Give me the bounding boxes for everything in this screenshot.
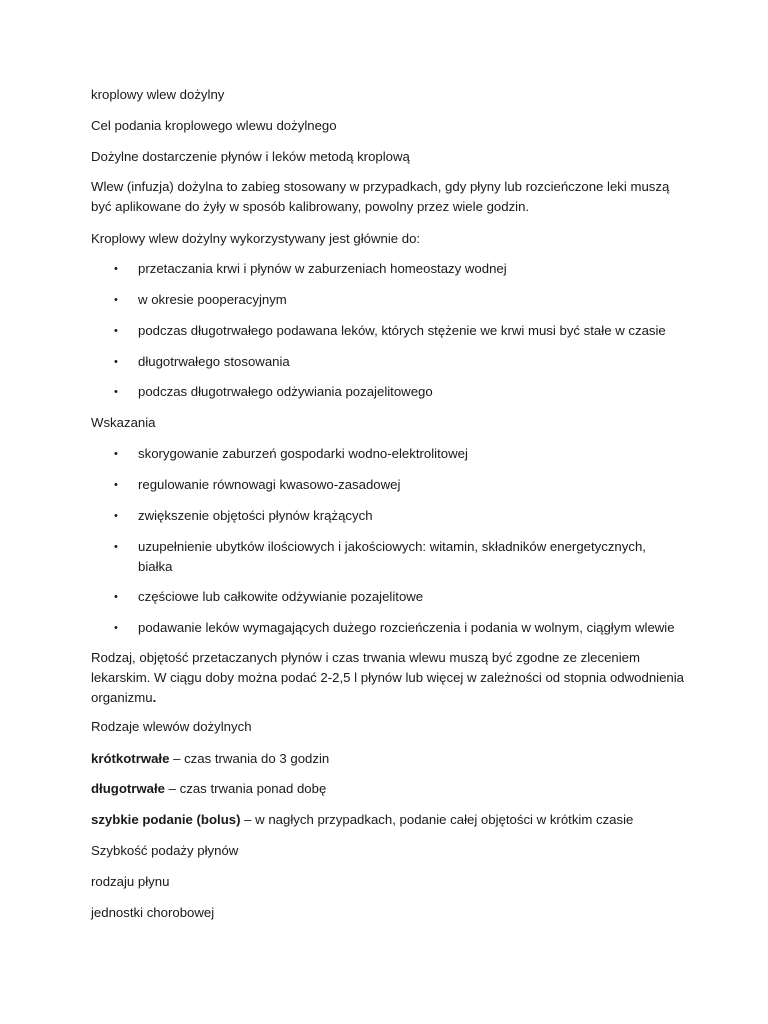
usage-intro: Kroplowy wlew dożylny wykorzystywany jest głównie do: [91,231,421,246]
type-description: – czas trwania do 3 godzin [169,751,330,766]
description-paragraph: Wlew (infuzja) dożylna to zabieg stosowany w przypadkach, gdy płyny lub rozcieńczone leki muszą być aplikowane do żyły w sposób kalibrowany, powolny przez wiele godzin. [91,179,670,214]
purpose-heading: Cel podania kroplowego wlewu dożylnego [91,118,337,133]
list-item-text: przetaczania krwi i płynów w zaburzeniach homeostazy wodnej [138,261,507,276]
list-item-text: uzupełnienie ubytków ilościowych i jakościowych: witamin, składników energetycznych, białka [138,539,646,574]
types-heading: Rodzaje wlewów dożylnych [91,719,252,734]
bullet-icon: • [114,591,118,603]
list-item [91,537,708,574]
list-item [91,475,708,495]
list-item-text: podawanie leków wymagających dużego rozcieńczenia i podania w wolnym, ciągłym wlewie [138,620,675,635]
volume-paragraph [91,648,691,708]
list-item [91,352,708,372]
list-item-text: skorygowanie zaburzeń gospodarki wodno-elektrolitowej [138,446,468,461]
type-term: szybkie podanie (bolus) [91,812,241,827]
list-item-text: zwiększenie objętości płynów krążących [138,508,373,523]
indications-heading: Wskazania [91,415,156,430]
list-item [91,259,708,279]
type-term: długotrwałe [91,781,165,796]
list-item-text: długotrwałego stosowania [138,354,290,369]
bullet-icon: • [114,622,118,634]
speed-heading: Szybkość podaży płynów [91,843,239,858]
type-item [91,749,708,769]
list-item [91,618,708,638]
type-description: – w nagłych przypadkach, podanie całej objętości w krótkim czasie [240,812,634,827]
document-title: kroplowy wlew dożylny [91,87,225,102]
bullet-icon: • [114,510,118,522]
type-description: – czas trwania ponad dobę [165,781,327,796]
bullet-icon: • [114,325,118,337]
list-item [91,587,708,607]
list-item-text: częściowe lub całkowite odżywianie pozajelitowe [138,589,424,604]
bullet-icon: • [114,294,118,306]
type-term: krótkotrwałe [91,751,170,766]
list-item-text: regulowanie równowagi kwasowo-zasadowej [138,477,401,492]
purpose-text: Dożylne dostarczenie płynów i leków metodą kroplową [91,149,410,164]
volume-text: Rodzaj, objętość przetaczanych płynów i czas trwania wlewu muszą być zgodne ze zleceniem lekarskim. W ciągu doby można podać 2-2,5 l płynów lub więcej w zależności od stopnia odwodnienia organizmu [91,650,685,705]
volume-text-end: . [152,690,157,705]
list-item [91,290,708,310]
type-item [91,779,708,799]
list-item-text: podczas długotrwałego podawana leków, których stężenie we krwi musi być stałe w czasie [138,323,666,338]
list-item-text: podczas długotrwałego odżywiania pozajelitowego [138,384,433,399]
bullet-icon: • [114,479,118,491]
bullet-icon: • [114,356,118,368]
list-item [91,506,708,526]
bullet-icon: • [114,386,118,398]
bullet-icon: • [114,541,118,553]
list-item [91,382,708,402]
type-item [91,810,708,830]
list-item [91,321,708,341]
list-item [91,444,708,464]
bullet-icon: • [114,448,118,460]
speed-factor-disease: jednostki chorobowej [91,905,215,920]
speed-factor-fluid: rodzaju płynu [91,874,170,889]
list-item-text: w okresie pooperacyjnym [138,292,287,307]
bullet-icon: • [114,263,118,275]
